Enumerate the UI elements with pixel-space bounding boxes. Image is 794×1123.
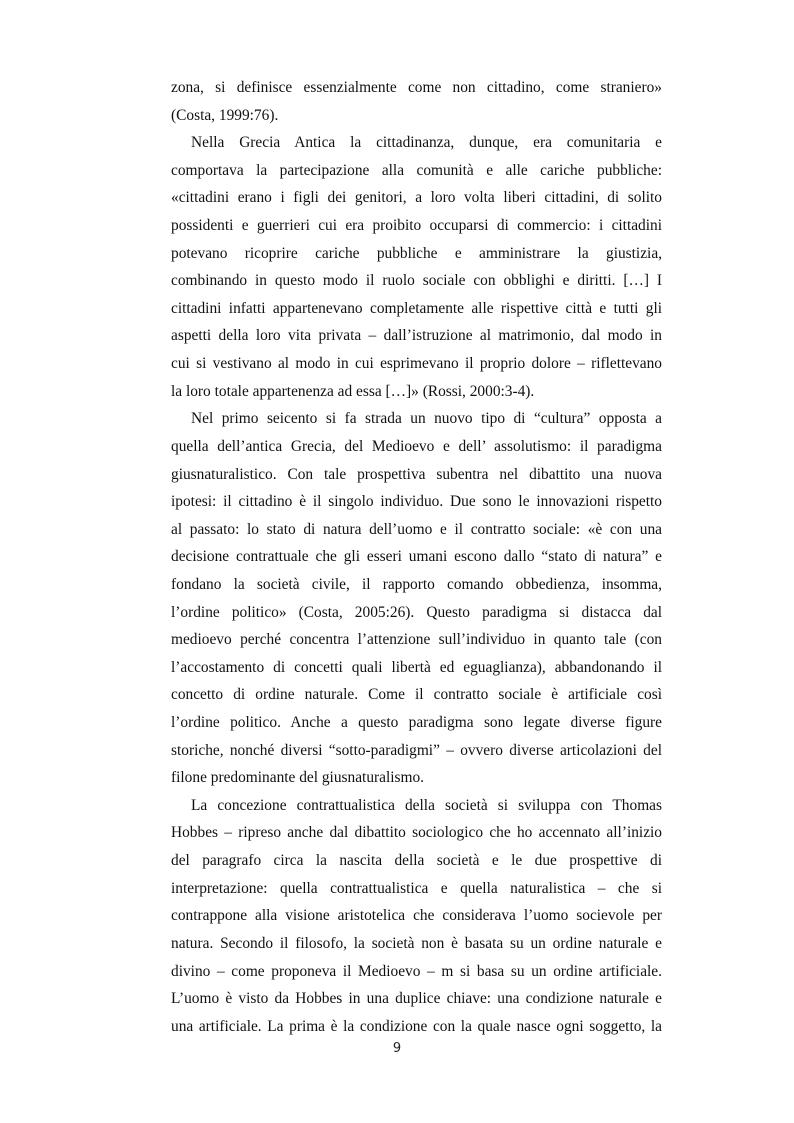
text-line: «cittadini erano i figli dei genitori, a loro volta liberi cittadini, di solito [171, 189, 662, 207]
text-line: l’accostamento di concetti quali libertà ed eguaglianza), abbandonando il [171, 658, 662, 676]
text-line: possidenti e guerrieri cui era proibito occuparsi di commercio: i cittadini [171, 217, 662, 235]
text-line: decisione contrattuale che gli esseri umani escono dallo “stato di natura” e [171, 548, 662, 566]
text-line: comportava la partecipazione alla comunità e alle cariche pubbliche: [171, 161, 662, 179]
text-line: fondano la società civile, il rapporto comando obbedienza, insomma, [171, 575, 662, 593]
text-line: l’ordine politico. Anche a questo paradigma sono legate diverse figure [171, 714, 662, 732]
text-line: divino – come proponeva il Medioevo – m si basa su un ordine artificiale. [171, 962, 662, 980]
text-line: natura. Secondo il filosofo, la società non è basata su un ordine naturale e [171, 934, 662, 952]
text-line: L’uomo è visto da Hobbes in una duplice chiave: una condizione naturale e [171, 990, 662, 1008]
text-line: combinando in questo modo il ruolo sociale con obblighi e diritti. […] I [171, 272, 662, 290]
text-line: storiche, nonché diversi “sotto-paradigmi” – ovvero diverse articolazioni del [171, 741, 662, 759]
text-line: interpretazione: quella contrattualistica e quella naturalistica – che si [171, 879, 662, 897]
text-line: cui si vestivano al modo in cui esprimevano il proprio dolore – riflettevano [171, 355, 662, 373]
text-line: filone predominante del giusnaturalismo. [171, 769, 425, 787]
text-line: quella dell’antica Grecia, del Medioevo e dell’ assolutismo: il paradigma [171, 437, 662, 455]
body-text [171, 74, 662, 1040]
text-line: l’ordine politico» (Costa, 2005:26). Questo paradigma si distacca dal [171, 603, 662, 621]
text-line: (Costa, 1999:76). [171, 106, 279, 124]
page-number: 9 [392, 1041, 402, 1056]
text-line: zona, si definisce essenzialmente come non cittadino, come straniero» [171, 79, 662, 96]
text-line: contrappone alla visione aristotelica che considerava l’uomo socievole per [171, 907, 662, 925]
text-line: potevano ricoprire cariche pubbliche e amministrare la giustizia, [171, 244, 662, 262]
text-line: La concezione contrattualistica della società si sviluppa con Thomas [191, 796, 662, 814]
text-line: giusnaturalistico. Con tale prospettiva subentra nel dibattito una nuova [171, 465, 662, 483]
text-line: una artificiale. La prima è la condizione con la quale nasce ogni soggetto, la [171, 1017, 662, 1035]
text-line: ipotesi: il cittadino è il singolo individuo. Due sono le innovazioni rispetto [171, 493, 662, 511]
text-line: cittadini infatti appartenevano completamente alle rispettive città e tutti gli [171, 299, 662, 317]
text-line: Hobbes – ripreso anche dal dibattito sociologico che ho accennato all’inizio [171, 824, 662, 842]
text-line: Nel primo seicento si fa strada un nuovo tipo di “cultura” opposta a [191, 410, 662, 428]
text-line: del paragrafo circa la nascita della società e le due prospettive di [171, 852, 662, 870]
text-line: concetto di ordine naturale. Come il contratto sociale è artificiale così [171, 686, 662, 704]
text-line: medioevo perché concentra l’attenzione sull’individuo in quanto tale (con [171, 631, 662, 649]
text-line: la loro totale appartenenza ad essa […]» (Rossi, 2000:3-4). [171, 382, 535, 400]
text-line: aspetti della loro vita privata – dall’istruzione al matrimonio, dal modo in [171, 327, 662, 345]
text-line: al passato: lo stato di natura dell’uomo e il contratto sociale: «è con una [171, 520, 662, 538]
text-line: Nella Grecia Antica la cittadinanza, dunque, era comunitaria e [191, 134, 662, 152]
